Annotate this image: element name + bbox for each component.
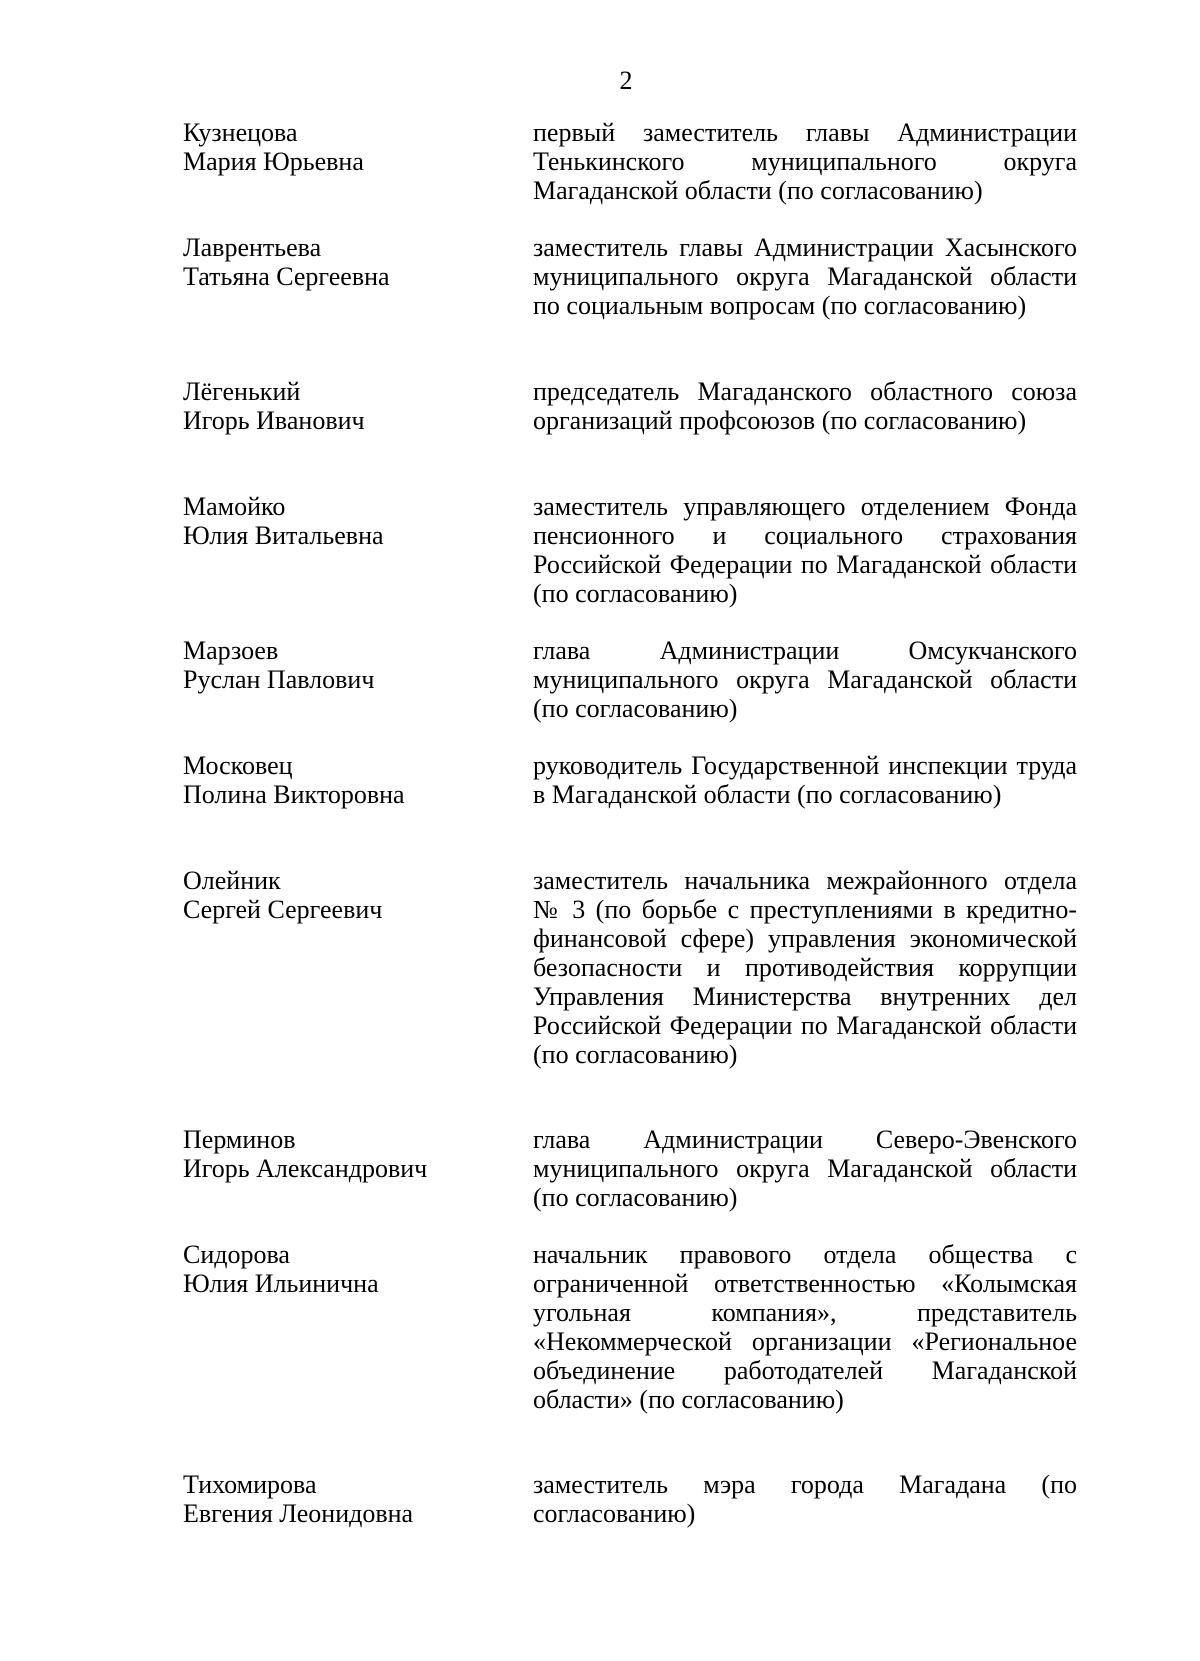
member-name bbox=[183, 1125, 483, 1183]
member-name bbox=[183, 233, 483, 291]
member-position: первый заместитель главы Администрации Тенькинского муниципального округа Магаданской области (по согласованию) bbox=[533, 118, 1077, 205]
member-position: заместитель управляющего отделением Фонда пенсионного и социального страхования Российской Федерации по Магаданской области (по согласованию) bbox=[533, 492, 1077, 608]
member-given-names: Сергей Сергеевич bbox=[183, 895, 383, 924]
member-surname: Перминов bbox=[183, 1125, 296, 1154]
member-position: заместитель главы Администрации Хасынского муниципального округа Магаданской области по социальным вопросам (по согласованию) bbox=[533, 233, 1077, 320]
member-position: председатель Магаданского областного союза организаций профсоюзов (по согласованию) bbox=[533, 377, 1077, 435]
member-surname: Московец bbox=[183, 751, 293, 780]
member-position: заместитель мэра города Магадана (по согласованию) bbox=[533, 1470, 1077, 1528]
member-name bbox=[183, 377, 483, 435]
member-given-names: Игорь Александрович bbox=[183, 1154, 428, 1183]
member-name bbox=[183, 492, 483, 550]
member-surname: Кузнецова bbox=[183, 118, 298, 147]
member-surname: Лёгенький bbox=[183, 377, 301, 406]
member-given-names: Татьяна Сергеевна bbox=[183, 262, 390, 291]
member-surname: Лаврентьева bbox=[183, 233, 322, 262]
member-position: глава Администрации Омсукчанского муниципального округа Магаданской области (по согласованию) bbox=[533, 636, 1077, 723]
member-surname: Марзоев bbox=[183, 636, 279, 665]
member-given-names: Юлия Ильинична bbox=[183, 1269, 379, 1298]
member-name bbox=[183, 866, 483, 924]
member-given-names: Руслан Павлович bbox=[183, 665, 375, 694]
member-name bbox=[183, 118, 483, 176]
member-given-names: Мария Юрьевна bbox=[183, 147, 364, 176]
member-name bbox=[183, 751, 483, 809]
member-given-names: Полина Викторовна bbox=[183, 780, 405, 809]
member-name bbox=[183, 636, 483, 694]
member-position: заместитель начальника межрайонного отдела № 3 (по борьбе с преступлениями в кредитно-финансовой сфере) управления экономической безопасности и противодействия коррупции Управления Министерства внутренних дел Российской Федерации по Магаданской области (по согласованию) bbox=[533, 866, 1077, 1069]
member-surname: Олейник bbox=[183, 866, 281, 895]
member-position: начальник правового отдела общества с ограниченной ответственностью «Колымская угольная компания», представитель «Некоммерческой организации «Региональное объединение работодателей Магаданской области» (по согласованию) bbox=[533, 1240, 1077, 1414]
member-given-names: Игорь Иванович bbox=[183, 406, 365, 435]
member-given-names: Юлия Витальевна bbox=[183, 521, 384, 550]
member-name bbox=[183, 1240, 483, 1298]
page-number: 2 bbox=[619, 66, 633, 95]
member-surname: Сидорова bbox=[183, 1240, 290, 1269]
member-name bbox=[183, 1470, 483, 1528]
member-position: глава Администрации Северо-Эвенского муниципального округа Магаданской области (по согласованию) bbox=[533, 1125, 1077, 1212]
member-given-names: Евгения Леонидовна bbox=[183, 1499, 414, 1528]
member-position: руководитель Государственной инспекции труда в Магаданской области (по согласованию) bbox=[533, 751, 1077, 809]
member-surname: Мамойко bbox=[183, 492, 286, 521]
member-surname: Тихомирова bbox=[183, 1470, 317, 1499]
